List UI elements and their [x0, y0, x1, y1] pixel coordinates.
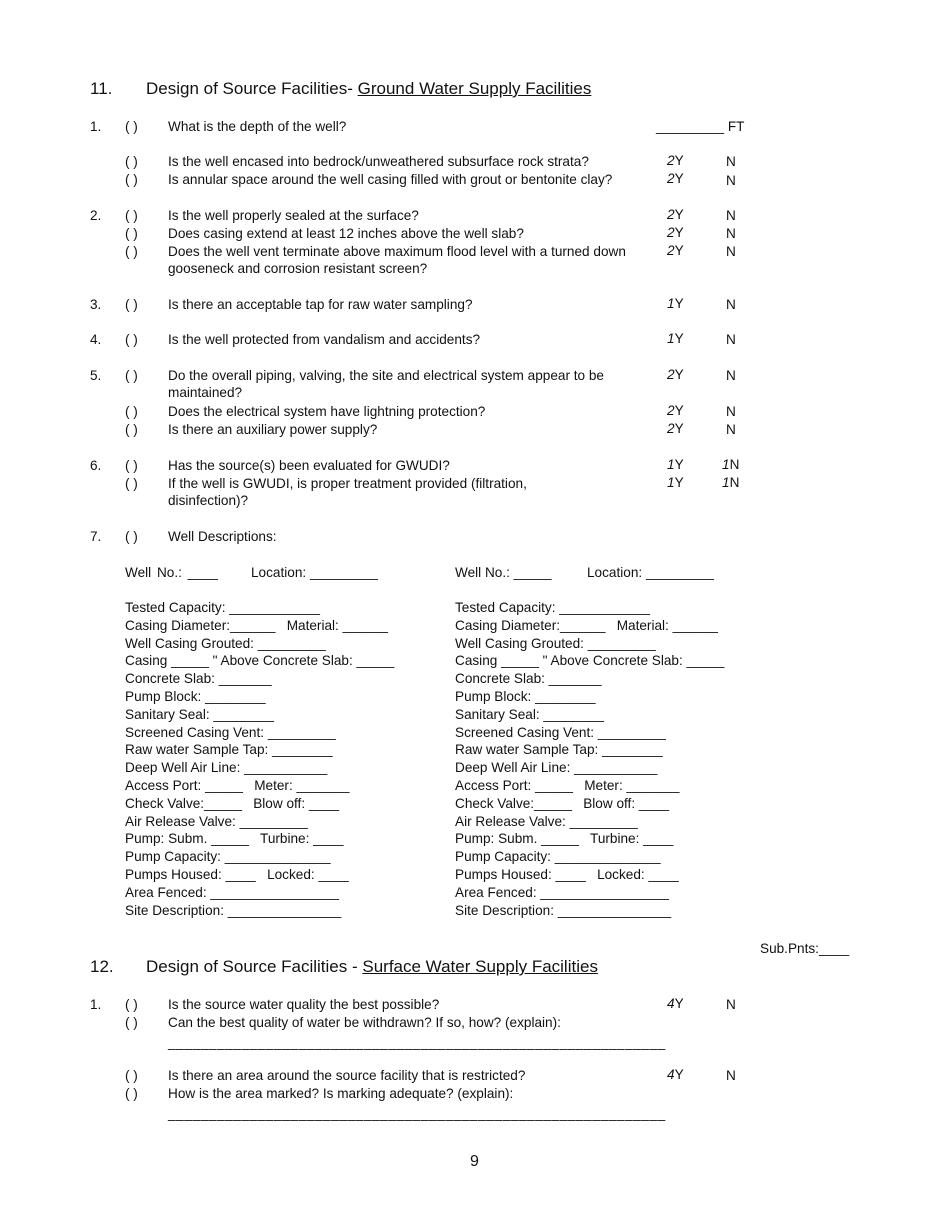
question-text: Is there an area around the source facility that is restricted? [168, 1068, 526, 1083]
well-field[interactable]: Access Port: _____ Meter: _______ [125, 777, 350, 793]
well-location-field[interactable]: Location: _________ [251, 565, 378, 580]
no-option[interactable]: N [726, 244, 736, 259]
no-option[interactable]: N [726, 404, 736, 419]
question-text: Is there an acceptable tap for raw water sampling? [168, 297, 473, 312]
question-text: Is annular space around the well casing filled with grout or bentonite clay? [168, 172, 613, 187]
item-number: 7. [90, 529, 102, 544]
page-number: 9 [470, 1153, 479, 1170]
check-paren[interactable]: ( ) [125, 1068, 138, 1083]
explain-answer-line[interactable]: _____________________________________________________________ [168, 1106, 666, 1121]
yes-option[interactable]: 4Y [667, 1067, 684, 1082]
check-paren[interactable]: ( ) [125, 226, 138, 241]
no-option[interactable]: N [726, 297, 736, 312]
check-paren[interactable]: ( ) [125, 476, 138, 491]
yes-option[interactable]: 1Y [667, 475, 684, 490]
question-text: Is the source water quality the best possible? [168, 997, 440, 1012]
well-field[interactable]: Air Release Valve: _________ [455, 813, 638, 829]
well-field[interactable]: Air Release Valve: _________ [125, 813, 308, 829]
item-number: 1. [90, 997, 102, 1012]
well-field[interactable]: Sanitary Seal: ________ [455, 706, 604, 722]
yes-option[interactable]: 2Y [667, 207, 684, 222]
well-field[interactable]: Pumps Housed: ____ Locked: ____ [125, 866, 349, 882]
well-description-column-1 [125, 599, 394, 919]
no-option[interactable]: 1N [722, 457, 740, 472]
well-field[interactable]: Pump Block: ________ [125, 688, 266, 704]
yes-option[interactable]: 4Y [667, 996, 684, 1011]
well-field[interactable]: Well Casing Grouted: _________ [125, 635, 326, 651]
no-option[interactable]: N [726, 208, 736, 223]
no-option[interactable]: N [726, 173, 736, 188]
section-11-title-underlined: Ground Water Supply Facilities [357, 79, 592, 98]
question-text: Is the well protected from vandalism and accidents? [168, 332, 481, 347]
no-option[interactable]: N [726, 422, 736, 437]
well-field[interactable]: Well Casing Grouted: _________ [455, 635, 656, 651]
well-field[interactable]: Area Fenced: _________________ [455, 884, 669, 900]
question-text: How is the area marked? Is marking adequate? (explain): [168, 1086, 514, 1101]
section-11-number: 11. [90, 79, 113, 98]
well-field[interactable]: Raw water Sample Tap: ________ [125, 742, 333, 758]
check-paren[interactable]: ( ) [125, 208, 138, 223]
yes-option[interactable]: 2Y [667, 421, 684, 436]
well-field[interactable]: Screened Casing Vent: _________ [455, 724, 666, 740]
question-text: Has the source(s) been evaluated for GWUDI? [168, 458, 450, 473]
check-paren[interactable]: ( ) [125, 172, 138, 187]
well-field[interactable]: Concrete Slab: _______ [125, 671, 272, 687]
well-field[interactable]: Deep Well Air Line: ___________ [455, 760, 658, 776]
check-paren[interactable]: ( ) [125, 244, 138, 259]
check-paren[interactable]: ( ) [125, 997, 138, 1012]
item-number: 1. [90, 119, 102, 134]
no-option[interactable]: 1N [722, 475, 740, 490]
item-number: 3. [90, 297, 102, 312]
question-text: Is there an auxiliary power supply? [168, 422, 378, 437]
no-option[interactable]: N [726, 368, 736, 383]
well-field[interactable]: Sanitary Seal: ________ [125, 706, 274, 722]
well-field[interactable]: Pump Capacity: ______________ [455, 849, 661, 865]
yes-option[interactable]: 2Y [667, 171, 684, 186]
yes-option[interactable]: 1Y [667, 296, 684, 311]
well-field[interactable]: Casing _____ " Above Concrete Slab: _____ [125, 653, 395, 669]
well-description-column-2 [455, 599, 724, 919]
check-paren[interactable]: ( ) [125, 529, 138, 544]
item-number: 5. [90, 368, 102, 383]
well-field[interactable]: Casing Diameter:______ Material: ______ [455, 617, 718, 633]
section-12-title-prefix: Design of Source Facilities - [146, 957, 363, 976]
well-field[interactable]: Site Description: _______________ [125, 902, 342, 918]
well-field[interactable]: Casing Diameter:______ Material: ______ [125, 617, 388, 633]
check-paren[interactable]: ( ) [125, 368, 138, 383]
check-paren[interactable]: ( ) [125, 1015, 138, 1030]
no-option[interactable]: N [726, 154, 736, 169]
yes-option[interactable]: 2Y [667, 367, 684, 382]
question-text: Does the well vent terminate above maximum flood level with a turned down gooseneck and corrosion resistant screen? [168, 244, 626, 276]
check-paren[interactable]: ( ) [125, 458, 138, 473]
question-text: Can the best quality of water be withdrawn? If so, how? (explain): [168, 1015, 561, 1030]
well-field[interactable]: Check Valve:_____ Blow off: ____ [125, 795, 340, 811]
well-field[interactable]: Pump: Subm. _____ Turbine: ____ [455, 831, 674, 847]
well-field[interactable]: Pump: Subm. _____ Turbine: ____ [125, 831, 344, 847]
item-number: 4. [90, 332, 102, 347]
yes-option[interactable]: 2Y [667, 243, 684, 258]
question-text: Do the overall piping, valving, the site and electrical system appear to be maintained? [168, 368, 604, 400]
item-number: 2. [90, 208, 102, 223]
well-field[interactable]: Site Description: _______________ [455, 902, 672, 918]
well-field[interactable]: Concrete Slab: _______ [455, 671, 602, 687]
no-option[interactable]: N [726, 226, 736, 241]
yes-option[interactable]: 1Y [667, 331, 684, 346]
well-field[interactable]: Area Fenced: _________________ [125, 884, 339, 900]
well-location-field[interactable]: Location: _________ [587, 565, 714, 580]
yes-option[interactable]: 2Y [667, 153, 684, 168]
well-field[interactable]: Raw water Sample Tap: ________ [455, 742, 663, 758]
well-field[interactable]: Pump Capacity: ______________ [125, 849, 331, 865]
check-paren[interactable]: ( ) [125, 404, 138, 419]
question-text: Does the electrical system have lightning protection? [168, 404, 486, 419]
no-option[interactable]: N [726, 1068, 736, 1083]
well-field[interactable]: Pumps Housed: ____ Locked: ____ [455, 866, 679, 882]
explain-answer-line[interactable]: _____________________________________________________________ [168, 1035, 666, 1050]
well-field[interactable]: Casing _____ " Above Concrete Slab: _____ [455, 653, 725, 669]
question-text: Is the well encased into bedrock/unweathered subsurface rock strata? [168, 154, 589, 169]
yes-option[interactable]: 1Y [667, 457, 684, 472]
section-11-title [146, 80, 591, 97]
check-paren[interactable]: ( ) [125, 332, 138, 347]
no-option[interactable]: N [726, 997, 736, 1012]
subtotal-points[interactable]: Sub.Pnts:____ [760, 941, 850, 956]
question-text: Well Descriptions: [168, 529, 277, 544]
well-field[interactable]: Access Port: _____ Meter: _______ [455, 777, 680, 793]
yes-option[interactable]: 2Y [667, 225, 684, 240]
item-number: 6. [90, 458, 102, 473]
well-field[interactable]: Deep Well Air Line: ___________ [125, 760, 328, 776]
question-text: Is the well properly sealed at the surface? [168, 208, 419, 223]
check-paren[interactable]: ( ) [125, 297, 138, 312]
section-12-title-underlined: Surface Water Supply Facilities [362, 957, 598, 976]
well-field[interactable]: Tested Capacity: ____________ [455, 600, 650, 615]
depth-answer-field[interactable]: _________ FT [656, 119, 745, 134]
no-option[interactable]: N [726, 332, 736, 347]
check-paren[interactable]: ( ) [125, 422, 138, 437]
well-field[interactable]: Tested Capacity: ____________ [125, 600, 320, 615]
well-field[interactable]: Check Valve:_____ Blow off: ____ [455, 795, 670, 811]
question-text: What is the depth of the well? [168, 119, 347, 134]
question-text: If the well is GWUDI, is proper treatment provided (filtration, disinfection)? [168, 476, 527, 508]
well-field[interactable]: Screened Casing Vent: _________ [125, 724, 336, 740]
well-no-field[interactable]: Well No.: ____ [125, 565, 218, 580]
well-field[interactable]: Pump Block: ________ [455, 688, 596, 704]
section-12-title [146, 958, 598, 975]
question-text: Does casing extend at least 12 inches above the well slab? [168, 226, 524, 241]
check-paren[interactable]: ( ) [125, 119, 138, 134]
well-no-field[interactable]: Well No.: _____ [455, 565, 552, 580]
section-11-title-prefix: Design of Source Facilities- [146, 79, 358, 98]
check-paren[interactable]: ( ) [125, 1086, 138, 1101]
yes-option[interactable]: 2Y [667, 403, 684, 418]
section-12-number: 12. [90, 957, 114, 976]
check-paren[interactable]: ( ) [125, 154, 138, 169]
